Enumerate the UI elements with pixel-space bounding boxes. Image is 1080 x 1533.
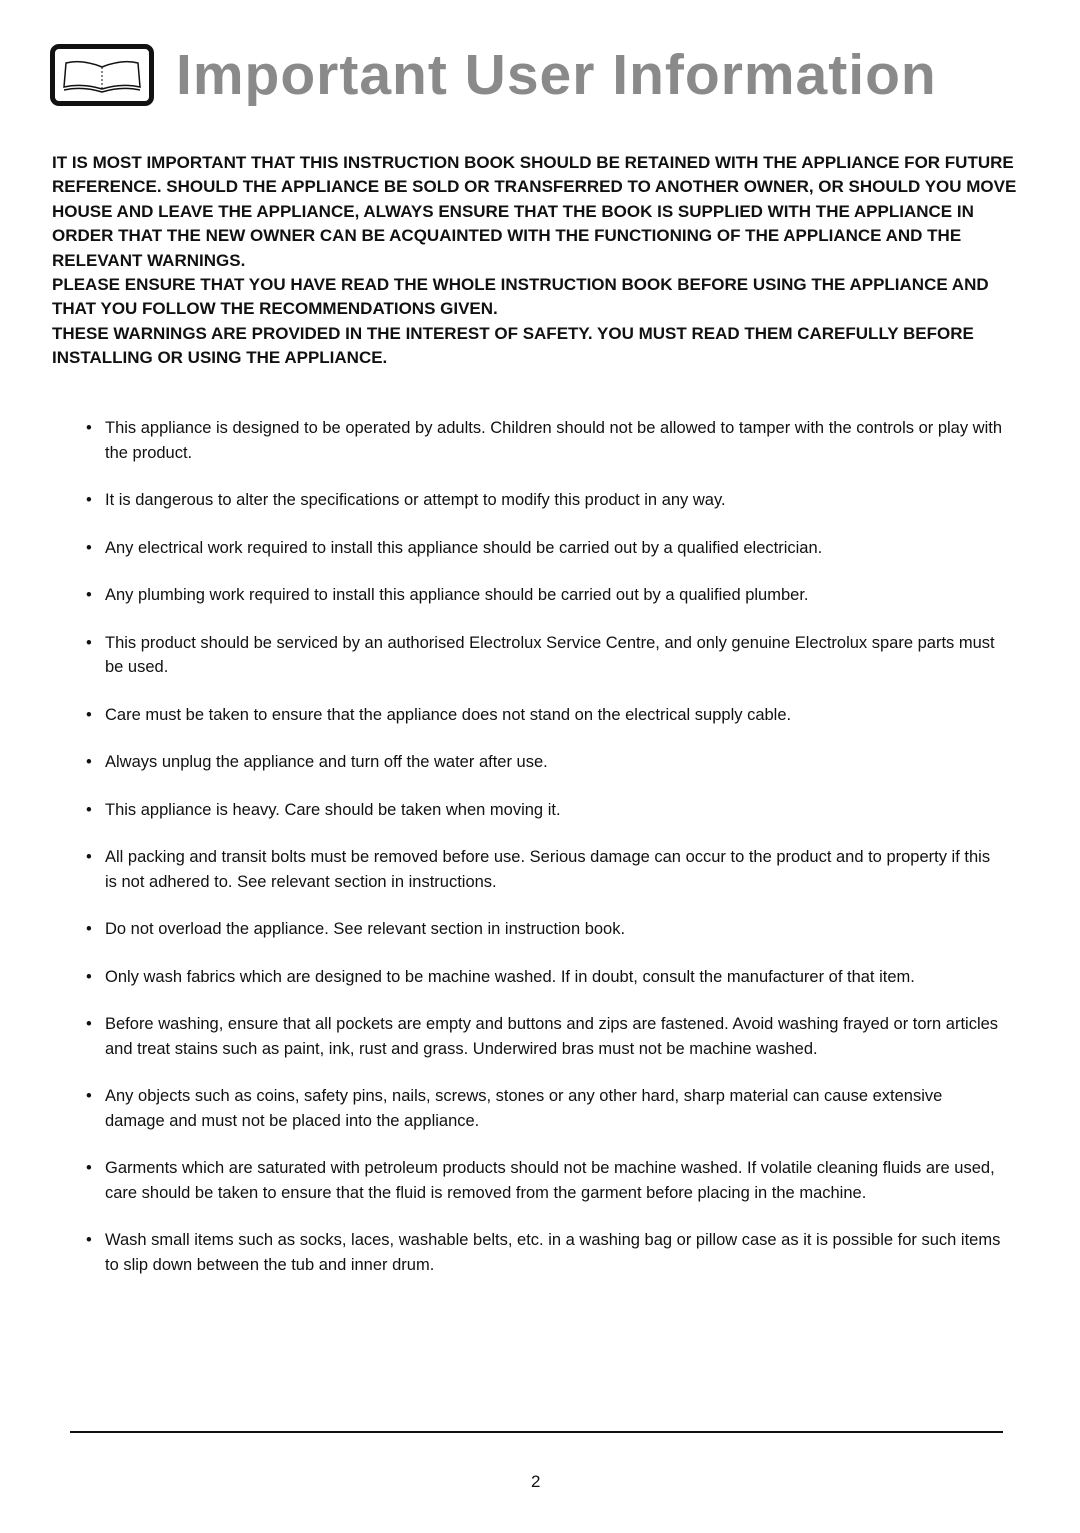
bullet-icon: • xyxy=(86,586,92,604)
bullet-icon: • xyxy=(86,800,92,819)
list-item-text: This appliance is heavy. Care should be taken when moving it. xyxy=(105,800,561,819)
list-item-text: Care must be taken to ensure that the appliance does not stand on the electrical supply cable. xyxy=(105,705,792,724)
list-item xyxy=(86,631,1006,680)
bullet-icon: • xyxy=(86,1231,92,1249)
list-item xyxy=(86,965,1006,990)
bullet-icon: • xyxy=(86,1015,92,1033)
bullet-icon: • xyxy=(86,633,92,652)
list-item-text: Do not overload the appliance. See relevant section in instruction book. xyxy=(105,920,626,938)
bullet-icon: • xyxy=(86,538,92,557)
list-item xyxy=(86,798,1006,823)
bullet-icon: • xyxy=(86,1159,92,1177)
list-item xyxy=(86,536,1006,561)
list-item-text: All packing and transit bolts must be removed before use. Serious damage can occur to the product and to property if this is not adhered to. See relevant section in instructions. xyxy=(105,848,991,891)
warning-paragraph: THESE WARNINGS ARE PROVIDED IN THE INTEREST OF SAFETY. YOU MUST READ THEM CAREFULLY BEFORE INSTALLING OR USING THE APPLIANCE. xyxy=(52,323,974,368)
bullet-icon: • xyxy=(86,920,92,938)
list-item-text: Wash small items such as socks, laces, washable belts, etc. in a washing bag or pillow case as it is possible for such items to slip down between the tub and inner drum. xyxy=(105,1231,1001,1274)
list-item xyxy=(86,1012,1006,1061)
bullet-list xyxy=(86,416,1006,1300)
list-item xyxy=(86,488,1006,513)
footer-divider xyxy=(70,1431,1003,1433)
page-header xyxy=(50,42,937,108)
open-book-icon xyxy=(50,44,154,106)
bullet-icon: • xyxy=(86,1087,92,1105)
list-item-text: Any objects such as coins, safety pins, nails, screws, stones or any other hard, sharp material can cause extensive damage and must not be placed into the appliance. xyxy=(105,1087,943,1130)
bullet-icon: • xyxy=(86,491,92,509)
list-item xyxy=(86,750,1006,775)
bullet-icon: • xyxy=(86,705,92,724)
list-item-text: This appliance is designed to be operated by adults. Children should not be allowed to tamper with the controls or play with the product. xyxy=(105,419,1003,462)
list-item xyxy=(86,1228,1006,1277)
list-item xyxy=(86,845,1006,894)
bullet-icon: • xyxy=(86,967,92,986)
list-item-text: Any plumbing work required to install this appliance should be carried out by a qualified plumber. xyxy=(105,586,809,604)
list-item-text: Before washing, ensure that all pockets are empty and buttons and zips are fastened. Avoid washing frayed or torn articles and treat stains such as paint, ink, rust and grass. Underwired bras must not be machine washed. xyxy=(105,1015,999,1058)
safety-warnings xyxy=(52,151,1032,371)
bullet-icon: • xyxy=(86,419,92,437)
bullet-icon: • xyxy=(86,848,92,866)
list-item xyxy=(86,917,1006,942)
warning-paragraph: PLEASE ENSURE THAT YOU HAVE READ THE WHOLE INSTRUCTION BOOK BEFORE USING THE APPLIANCE AND THAT YOU FOLLOW THE RECOMMENDATIONS GIVEN. xyxy=(52,275,989,319)
list-item xyxy=(86,703,1006,728)
list-item-text: Garments which are saturated with petroleum products should not be machine washed. If volatile cleaning fluids are used, care should be taken to ensure that the fluid is removed from the garment before placing in the machine. xyxy=(105,1159,995,1202)
list-item-text: Always unplug the appliance and turn off the water after use. xyxy=(105,753,548,771)
warning-paragraph: IT IS MOST IMPORTANT THAT THIS INSTRUCTION BOOK SHOULD BE RETAINED WITH THE APPLIANCE FOR FUTURE REFERENCE. SHOULD THE APPLIANCE BE SOLD OR TRANSFERRED TO ANOTHER OWNER, OR SHOULD YOU MOVE HOUSE AND LEAVE THE APPLIANCE, ALWAYS ENSURE THAT THE BOOK IS SUPPLIED WITH THE APPLIANCE IN ORDER THAT THE NEW OWNER CAN BE ACQUAINTED WITH THE FUNCTIONING OF THE APPLIANCE AND THE RELEVANT WARNINGS. xyxy=(52,153,1017,270)
list-item-text: It is dangerous to alter the specifications or attempt to modify this product in any way. xyxy=(105,491,726,509)
list-item-text: Only wash fabrics which are designed to be machine washed. If in doubt, consult the manufacturer of that item. xyxy=(105,967,915,986)
list-item xyxy=(86,1084,1006,1133)
list-item-text: Any electrical work required to install this appliance should be carried out by a qualified electrician. xyxy=(105,538,823,557)
list-item xyxy=(86,583,1006,608)
page-number: 2 xyxy=(531,1472,541,1491)
bullet-icon: • xyxy=(86,753,92,771)
page-title: Important User Information xyxy=(176,43,937,107)
list-item xyxy=(86,1156,1006,1205)
list-item xyxy=(86,416,1006,465)
list-item-text: This product should be serviced by an authorised Electrolux Service Centre, and only genuine Electrolux spare parts must be used. xyxy=(105,633,995,676)
